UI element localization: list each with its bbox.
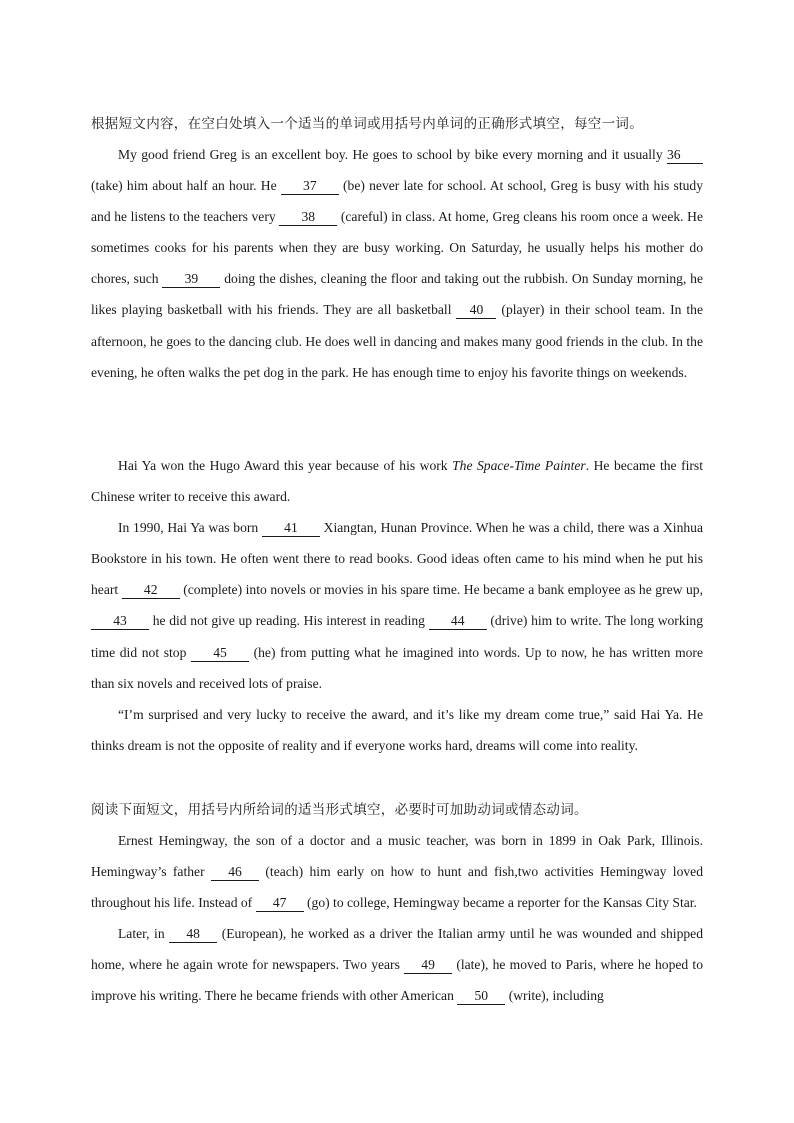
text-run: . He became the first Chinese writer to receive this award. [91, 458, 703, 505]
section3-instruction: 阅读下面短文，用括号内所给词的适当形式填空，必要时可加助动词或情态动词。 [91, 802, 588, 818]
blank-36[interactable]: 36 [667, 147, 703, 164]
section3-passage [91, 825, 703, 1012]
blank-37[interactable]: 37 [281, 178, 339, 195]
text-run: he did not give up reading. His interest in reading [149, 613, 429, 629]
blank-42[interactable]: 42 [122, 582, 180, 599]
text-run: (drive) him to write. The long working time did not stop [91, 613, 703, 660]
section1-passage [91, 139, 703, 388]
blank-41[interactable]: 41 [262, 520, 320, 537]
text-run: (he) from putting what he imagined into words. Up to now, he has written more than six novels and received lots of praise. [91, 644, 703, 691]
text-run: Later, in [118, 926, 170, 942]
text-run: Xiangtan, Hunan Province. When he was a child, there was a Xinhua Bookstore in his town. He often went there to read books. Good ideas often came to his mind when he put his heart [91, 520, 703, 598]
text-run: (complete) into novels or movies in his spare time. He became a bank employee as he grew up, [179, 582, 703, 598]
hemingway-paragraph-1 [91, 825, 703, 918]
blank-46[interactable]: 46 [211, 864, 259, 881]
blank-50[interactable]: 50 [457, 988, 505, 1005]
text-run: doing the dishes, cleaning the floor and taking out the rubbish. On Sunday morning, he likes playing basketball with his friends. They are all basketball [91, 271, 704, 318]
hemingway-paragraph-2 [91, 918, 703, 1011]
text-run: (late), he moved to Paris, where he hoped to improve his writing. There he became friends with other American [91, 957, 703, 1004]
blank-40[interactable]: 40 [456, 302, 496, 319]
text-run: (European), he worked as a driver the Italian army until he was wounded and shipped home, where he again wrote for newspapers. Two years [91, 926, 703, 973]
hai-ya-biography-paragraph [91, 512, 703, 699]
text-run: (player) in their school team. In the afternoon, he goes to the dancing club. He does well in dancing and makes many good friends in the club. In the evening, he often walks the pet dog in the park. He has enough time to enjoy his favorite things on weekends. [91, 302, 704, 380]
blank-38[interactable]: 38 [279, 209, 337, 226]
text-run: In 1990, Hai Ya was born [118, 520, 262, 536]
text-run: (take) him about half an hour. He [91, 178, 281, 194]
blank-44[interactable]: 44 [429, 613, 487, 630]
text-run: (be) never late for school. At school, Greg is busy with his study and he listens to the teachers very [91, 178, 703, 225]
blank-45[interactable]: 45 [191, 645, 249, 662]
text-run: (go) to college, Hemingway became a reporter for the Kansas City Star. [303, 895, 697, 911]
text-run: Ernest Hemingway, the son of a doctor and a music teacher, was born in 1899 in Oak Park, Illinois. Hemingway’s father [91, 833, 703, 880]
text-run: Hai Ya won the Hugo Award this year because of his work [118, 458, 453, 473]
blank-47[interactable]: 47 [256, 895, 304, 912]
text-run: (teach) him early on how to hunt and fish,two activities Hemingway loved throughout his life. Instead of [91, 864, 704, 911]
hugo-award-paragraph [91, 450, 703, 512]
blank-39[interactable]: 39 [162, 271, 220, 288]
text-run: (write), including [505, 988, 604, 1004]
section2-passage [91, 450, 703, 761]
work-title: The Space-Time Painter [452, 458, 586, 473]
section1-instruction: 根据短文内容，在空白处填入一个适当的单词或用括号内单词的正确形式填空，每空一词。 [91, 116, 643, 132]
blank-49[interactable]: 49 [404, 957, 452, 974]
text-run: My good friend Greg is an excellent boy. He goes to school by bike every morning and it usually [118, 147, 667, 162]
blank-43[interactable]: 43 [91, 613, 149, 630]
blank-48[interactable]: 48 [169, 926, 217, 943]
text-run: (careful) in class. At home, Greg cleans his room once a week. He sometimes cooks for his parents when they are busy working. On Saturday, he usually helps his mother do chores, such [91, 209, 703, 287]
greg-paragraph [91, 139, 703, 388]
hai-ya-quote-paragraph: “I’m surprised and very lucky to receive the award, and it’s like my dream come true,” said Hai Ya. He thinks dream is not the opposite of reality and if everyone works hard, dreams will come into reality. [91, 706, 703, 753]
